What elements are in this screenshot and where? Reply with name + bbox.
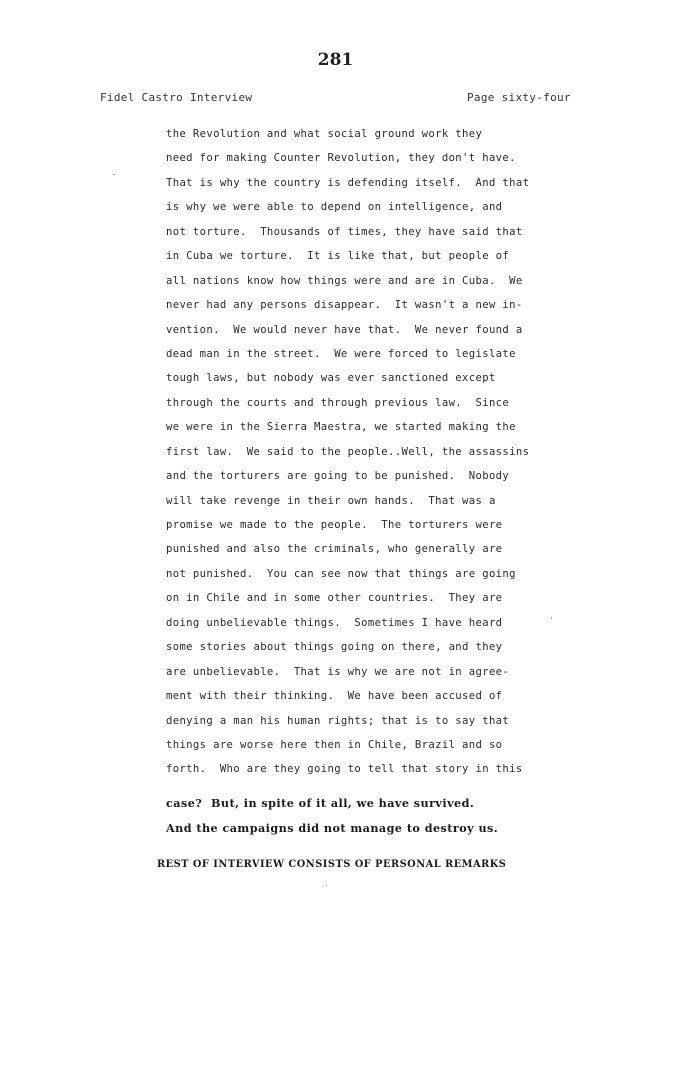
body-line: through the courts and through previous law. Since [166,396,510,409]
body-line: we were in the Sierra Maestra, we started making the [166,421,516,434]
body-line: need for making Counter Revolution, they don't have. [166,152,516,165]
body-line: That is why the country is defending itself. And that [166,176,530,189]
body-line: in Cuba we torture. It is like that, but people of [166,250,510,263]
body-line: denying a man his human rights; that is to say that [166,714,510,727]
body-line: forth. Who are they going to tell that story in this [166,763,523,776]
body-line: things are worse here then in Chile, Brazil and so [166,738,503,751]
body-line: not punished. You can see now that things are going [166,567,516,580]
bold-line: And the campaigns did not manage to destroy us. [166,821,499,835]
bold-line: case? But, in spite of it all, we have survived. [166,796,475,810]
body-line: all nations know how things were and are in Cuba. We [166,274,523,287]
page-number: 281 [317,50,354,70]
scan-speck [326,885,327,886]
body-line: and the torturers are going to be punished. Nobody [166,470,510,483]
body-line: doing unbelievable things. Sometimes I have heard [166,616,503,629]
document-title-header: Fidel Castro Interview [100,91,253,104]
interview-body-text [166,125,529,785]
body-line: punished and also the criminals, who generally are [166,543,503,556]
closing-note: REST OF INTERVIEW CONSISTS OF PERSONAL REMARKS [157,859,507,870]
body-line: vention. We would never have that. We never found a [166,323,523,336]
body-line: are unbelievable. That is why we are not in agree- [166,665,510,678]
body-line: some stories about things going on there, and they [166,641,503,654]
body-line: never had any persons disappear. It wasn't a new in- [166,299,523,312]
body-line: tough laws, but nobody was ever sanctioned except [166,372,496,385]
body-line: promise we made to the people. The torturers were [166,519,503,531]
body-line: ment with their thinking. We have been accused of [166,690,503,703]
body-line: on in Chile and in some other countries. They are [166,592,503,605]
scan-speck [551,617,552,619]
page-label-header: Page sixty-four [467,91,571,104]
scan-speck [113,174,115,175]
emphasized-closing-text [166,793,498,843]
body-line: first law. We said to the people..Well, the assassins [166,445,530,458]
body-line: the Revolution and what social ground work they [166,128,483,140]
body-line: will take revenge in their own hands. That was a [166,494,496,507]
body-line: dead man in the street. We were forced to legislate [166,347,516,360]
body-line: not torture. Thousands of times, they have said that [166,225,523,238]
body-line: is why we were able to depend on intelligence, and [166,201,503,214]
